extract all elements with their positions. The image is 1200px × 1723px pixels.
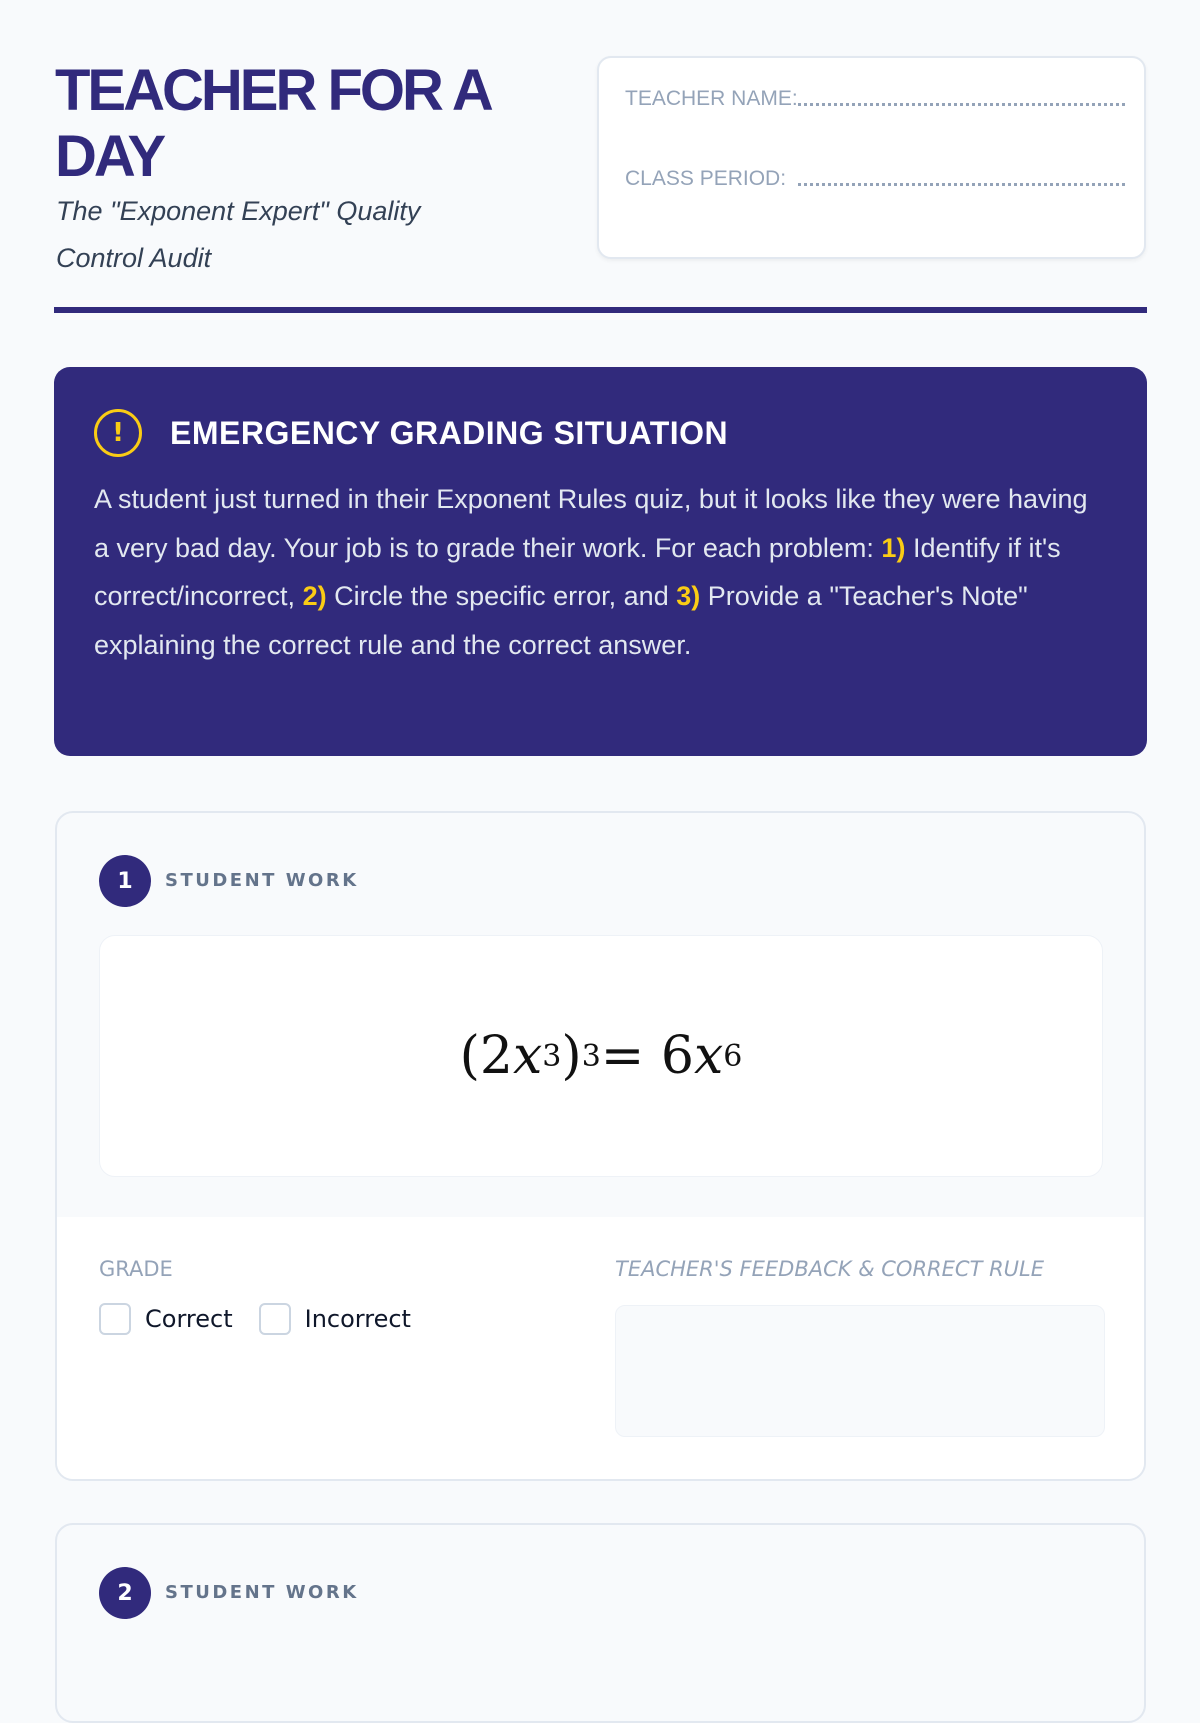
warning-circle-icon: ! xyxy=(94,409,142,457)
header-divider xyxy=(54,307,1147,313)
checkbox-icon[interactable] xyxy=(99,1303,131,1335)
grading-section xyxy=(57,1217,1144,1479)
instructions-banner xyxy=(54,367,1147,756)
banner-title: EMERGENCY GRADING SITUATION xyxy=(170,414,729,451)
feedback-textarea[interactable] xyxy=(615,1305,1105,1437)
student-work-equation: (2 x 3 ) 3 = 6 x 6 xyxy=(99,935,1103,1177)
banner-text: A student just turned in their Exponent Rules quiz, but it looks like they were having a very bad day. Your job is to grade their work. For each problem: 1) Identify if it's correct/incorrect, 2) Circle the specific error, and 3) Provide a "Teacher's Note" explaining the correct rule and the correct answer. xyxy=(94,484,1088,660)
student-info-box xyxy=(597,56,1146,259)
problem-number-badge: 1 xyxy=(99,855,151,907)
page-title: TEACHER FOR A DAY xyxy=(55,58,489,189)
correct-checkbox[interactable]: Correct xyxy=(99,1303,233,1335)
student-work-label: STUDENT WORK xyxy=(165,870,359,891)
incorrect-checkbox[interactable]: Incorrect xyxy=(259,1303,411,1335)
feedback-label: TEACHER'S FEEDBACK & CORRECT RULE xyxy=(615,1257,1045,1281)
problem-card-1 xyxy=(55,811,1146,1481)
problem-number-badge: 2 xyxy=(99,1567,151,1619)
grade-label: GRADE xyxy=(99,1257,173,1281)
class-period-line[interactable] xyxy=(798,183,1125,186)
teacher-name-line[interactable] xyxy=(798,103,1125,106)
teacher-name-field[interactable] xyxy=(625,82,1125,116)
class-period-field[interactable] xyxy=(625,162,1125,196)
class-period-label: CLASS PERIOD: xyxy=(625,167,787,190)
teacher-name-label: TEACHER NAME: xyxy=(625,87,798,110)
problem-card-2 xyxy=(55,1523,1146,1723)
student-work-label: STUDENT WORK xyxy=(165,1582,359,1603)
page-subtitle: The "Exponent Expert" Quality Control Audit xyxy=(56,196,421,273)
checkbox-icon[interactable] xyxy=(259,1303,291,1335)
